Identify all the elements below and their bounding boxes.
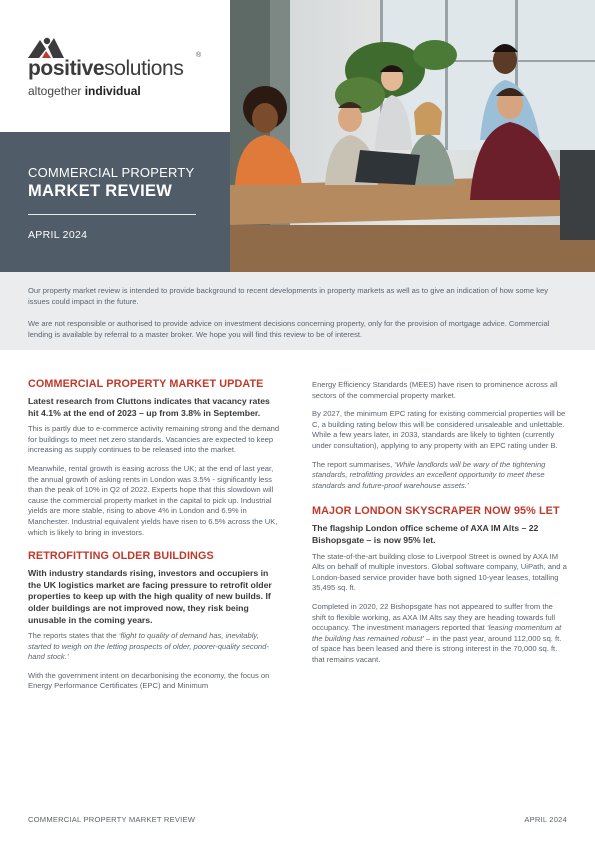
triangle-logo-icon bbox=[28, 36, 64, 58]
retrofitting-paragraph-2-continued: Energy Efficiency Standards (MEES) have risen to prominence across all sectors of the commercial property market. bbox=[312, 380, 558, 400]
section-heading-retrofitting: RETROFITTING OLDER BUILDINGS bbox=[28, 550, 214, 563]
footer-title: COMMERCIAL PROPERTY MARKET REVIEW bbox=[28, 815, 196, 824]
retrofitting-lead: With industry standards rising, investors and occupiers in the UK logistics market are facing pressure to retrofit older properties to keep up with the high quality of new builds. If older buildings are not improved now, they risk being unusable in the coming years. bbox=[28, 568, 272, 625]
section-heading-skyscraper: MAJOR LONDON SKYSCRAPER NOW 95% LET bbox=[312, 505, 560, 518]
report-date: APRIL 2024 bbox=[28, 229, 88, 241]
title-panel bbox=[0, 132, 230, 272]
retrofitting-paragraph-1: The reports states that the ‘flight to quality of demand has, inevitably, started to weigh on the letting prospects of older, poorer-quality second-hand stock.’ bbox=[28, 631, 269, 662]
logo-area bbox=[0, 0, 230, 132]
disclaimer-paragraph: We are not responsible or authorised to provide advice on investment decisions concerning property, only for the provision of mortgage advice. Commercial lending is available by referral to a master broker. We hope you will find this review to be of interest. bbox=[28, 319, 550, 340]
market-update-paragraph-1: This is partly due to e-commerce activity remaining strong and the demand for buildings to meet net zero standards. Vacancies are expected to keep increasing as supply continues to be released into the market. bbox=[28, 424, 280, 455]
left-column bbox=[28, 378, 282, 700]
section-heading-market-update: COMMERCIAL PROPERTY MARKET UPDATE bbox=[28, 378, 264, 390]
intro-paragraph: Our property market review is intended to provide background to recent developments in property markets as well as to give an indication of how some key issues could impact in the future. bbox=[28, 286, 549, 307]
registered-mark: ® bbox=[196, 52, 202, 59]
intro-band bbox=[0, 272, 595, 350]
hero-photo bbox=[230, 0, 595, 272]
market-update-lead: Latest research from Cluttons indicates that vacancy rates hit 4.1% at the end of 2023 – up from 3.8% in September. bbox=[28, 396, 270, 418]
brand-tagline: altogether individual bbox=[28, 84, 141, 98]
right-column bbox=[312, 380, 568, 673]
report-title-line1: COMMERCIAL PROPERTY bbox=[28, 165, 195, 180]
skyscraper-paragraph-2: Completed in 2020, 22 Bishopsgate has not appeared to suffer from the shift to flexible working, as AXA IM Alts say they are heading towards full occupancy. The investment managers reported that ‘leasing momentum at the building has remained robust’ – in the past year, around 112,000 sq. ft. of space has been leased and there is strong interest in the 70,000 sq. ft. that remains vacant. bbox=[312, 601, 562, 664]
market-update-paragraph-2: Meanwhile, rental growth is easing across the UK; at the end of last year, the annual growth of asking rents in London was 3.5% - significantly less than the peak of 10% in Q2 of 2022. Experts hope that this slowdown will cause the commercial property market in the capital to pick up. Industrial yields are more stable, rising to above 4% in London and 6.9% in Manchester. Industrial equivalent yields have risen to 6.5% across the UK, which is likely to bring in investors. bbox=[28, 463, 278, 537]
skyscraper-lead: The flagship London office scheme of AXA IM Alts – 22 Bishopsgate – is now 95% let. bbox=[312, 523, 539, 545]
title-divider bbox=[28, 214, 196, 215]
retrofitting-paragraph-3: By 2027, the minimum EPC rating for existing commercial properties will be C, a building rating below this will be considered unsaleable and unlettable. While a few years later, in 2033, standards are likely to tighten (currently under consultation), applying to any property with an EPC rating under B. bbox=[312, 409, 566, 450]
retrofitting-paragraph-4: The report summarises, ‘While landlords will be wary of the tightening standards, retrofitting provides an excellent opportunity to meet these standards and future-proof warehouse assets.’ bbox=[312, 459, 546, 490]
footer-date: APRIL 2024 bbox=[524, 815, 567, 824]
retrofitting-paragraph-2: With the government intent on decarbonising the economy, the focus on Energy Performance Certificates (EPC) and Minimum bbox=[28, 670, 270, 691]
brand-name: positivesolutions bbox=[28, 57, 184, 80]
office-meeting-illustration bbox=[230, 0, 595, 272]
report-title-line2: MARKET REVIEW bbox=[28, 182, 173, 200]
skyscraper-paragraph-1: The state-of-the-art building close to Liverpool Street is owned by AXA IM Alts on behalf of multiple investors. Global software company, UiPath, and a London-based service provider have both signed 10-year leases, totalling 35,495 sq. ft. bbox=[312, 551, 567, 593]
